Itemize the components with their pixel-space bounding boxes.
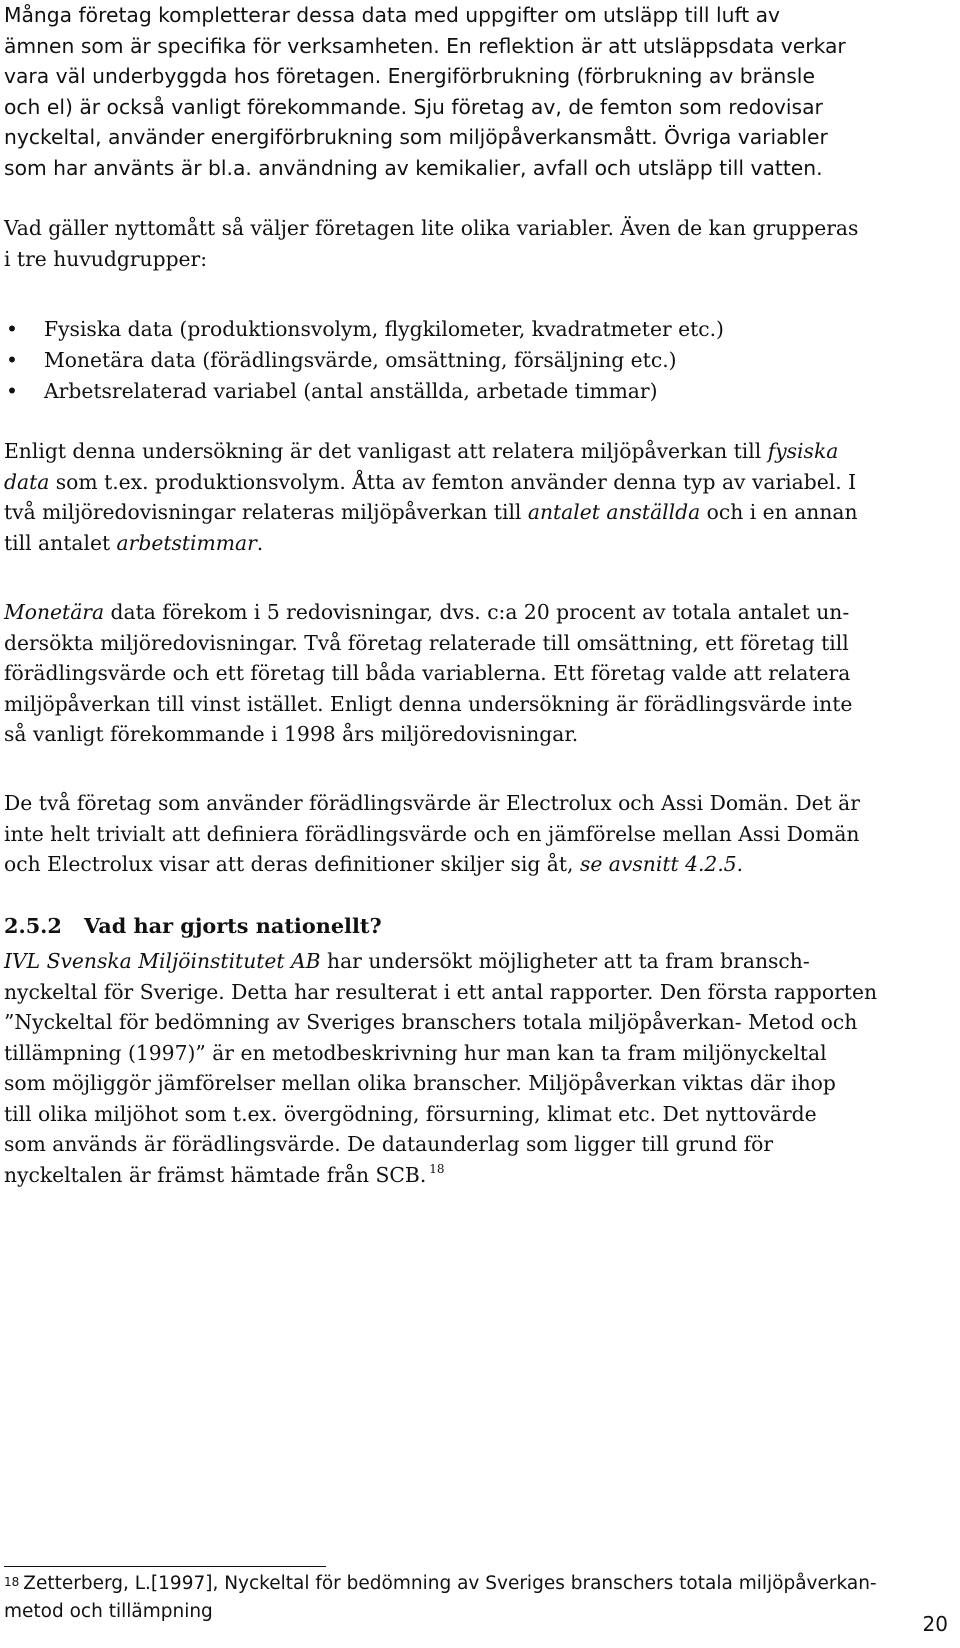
text-run: Enligt denna undersökning är det vanligast att relatera miljöpåverkan till xyxy=(4,439,768,463)
text-run: till antalet xyxy=(4,530,117,555)
text-line: nyckeltal, använder energiförbrukning som miljöpåverkansmått. Övriga variabler xyxy=(4,125,828,149)
text-line: inte helt trivialt att definiera förädlingsvärde och en jämförelse mellan Assi Domän xyxy=(4,821,860,846)
page-number: 20 xyxy=(922,1612,948,1636)
list-item-text: Fysiska data (produktionsvolym, flygkilometer, kvadratmeter etc.) xyxy=(44,317,724,341)
footnote-line xyxy=(4,1570,944,1598)
text-line: ”Nyckeltal för bedömning av Sveriges branschers totala miljöpåverkan- Metod och xyxy=(4,1010,858,1034)
bullet-icon: • xyxy=(6,348,18,372)
text-line xyxy=(4,849,932,880)
footnote-line: metod och tillämpning xyxy=(4,1601,213,1622)
list-item-text: Monetära data (förädlingsvärde, omsättning, försäljning etc.) xyxy=(44,348,677,372)
text-line xyxy=(4,436,932,467)
text-line: i tre huvudgrupper: xyxy=(4,246,208,271)
text-run: nyckeltalen är främst hämtade från SCB. xyxy=(4,1162,427,1187)
text-line xyxy=(4,597,932,628)
text-run: . xyxy=(256,530,264,555)
emphasis-text: IVL Svenska Miljöinstitutet AB xyxy=(4,949,321,973)
emphasis-text: antalet anställda xyxy=(527,500,701,524)
footnote-text: Zetterberg, L.[1997], Nyckeltal för bedömning av Sveriges branschers totala miljöpåverkan- xyxy=(23,1573,877,1594)
section-reference-link: se avsnitt 4.2.5. xyxy=(579,852,744,876)
list-item-text: Arbetsrelaterad variabel (antal anställda, arbetade timmar) xyxy=(44,379,658,403)
list-item xyxy=(4,314,932,345)
text-run: och i en annan xyxy=(700,500,858,524)
list-item xyxy=(4,345,932,376)
text-line: nyckeltal för Sverige. Detta har resulterat i ett antal rapporter. Den första rapporten xyxy=(4,979,878,1004)
section-title: Vad har gjorts nationellt? xyxy=(84,913,382,938)
text-line: tillämpning (1997)” är en metodbeskrivning hur man kan ta fram miljönyckeltal xyxy=(4,1040,827,1065)
text-line xyxy=(4,946,932,977)
text-line xyxy=(4,1160,932,1191)
text-line: vara väl underbyggda hos företagen. Energiförbrukning (förbrukning av bränsle xyxy=(4,64,815,88)
text-run: två miljöredovisningar relateras miljöpåverkan till xyxy=(4,500,528,524)
bullet-icon: • xyxy=(6,317,18,341)
section-number: 2.5.2 xyxy=(4,913,62,938)
bullet-list xyxy=(4,314,932,407)
text-line: De två företag som använder förädlingsvärde är Electrolux och Assi Domän. Det är xyxy=(4,791,860,815)
value-added-paragraph xyxy=(4,788,932,880)
text-line: Vad gäller nyttomått så väljer företagen lite olika variabler. Även de kan grupperas xyxy=(4,216,859,240)
text-run: som t.ex. produktionsvolym. Åtta av femton använder denna typ av variabel. I xyxy=(49,469,857,494)
physical-data-paragraph xyxy=(4,436,932,558)
emphasis-text: fysiska xyxy=(767,439,839,463)
text-line: till olika miljöhot som t.ex. övergödning, försurning, klimat etc. Det nyttovärde xyxy=(4,1101,817,1126)
emphasis-text: Monetära xyxy=(4,600,105,624)
text-run: data förekom i 5 redovisningar, dvs. c:a 20 procent av totala antalet un- xyxy=(104,600,850,624)
text-line xyxy=(4,467,932,498)
text-line: som används är förädlingsvärde. De dataunderlag som ligger till grund för xyxy=(4,1132,774,1156)
footnote-marker: 18 xyxy=(4,1575,20,1589)
footnote-divider xyxy=(4,1566,326,1567)
footnote xyxy=(4,1570,944,1626)
list-item xyxy=(4,376,932,407)
emphasis-text: arbetstimmar xyxy=(116,530,257,555)
text-line: miljöpåverkan till vinst istället. Enligt denna undersökning är förädlingsvärde inte xyxy=(4,691,853,716)
monetary-data-paragraph xyxy=(4,597,932,750)
ivl-paragraph xyxy=(4,946,932,1190)
utility-measures-paragraph xyxy=(4,213,932,274)
intro-paragraph xyxy=(4,0,932,183)
text-line xyxy=(4,497,932,528)
text-line: Många företag kompletterar dessa data med uppgifter om utsläpp till luft av xyxy=(4,3,781,27)
footnote-reference[interactable]: 18 xyxy=(429,1161,445,1176)
text-line: som har använts är bl.a. användning av kemikalier, avfall och utsläpp till vatten. xyxy=(4,155,823,180)
text-run: och Electrolux visar att deras definitioner skiljer sig åt, xyxy=(4,852,580,876)
text-line: som möjliggör jämförelser mellan olika branscher. Miljöpåverkan viktas där ihop xyxy=(4,1071,836,1095)
text-line: förädlingsvärde och ett företag till båda variablerna. Ett företag valde att relatera xyxy=(4,661,851,685)
section-heading xyxy=(4,911,382,941)
text-run: har undersökt möjligheter att ta fram bransch- xyxy=(320,949,810,973)
text-line xyxy=(4,528,932,559)
bullet-icon: • xyxy=(6,379,18,403)
emphasis-text: data xyxy=(4,469,50,494)
text-line: ämnen som är specifika för verksamheten. En reflektion är att utsläppsdata verkar xyxy=(4,33,846,58)
text-line: så vanligt förekommande i 1998 års miljöredovisningar. xyxy=(4,722,579,746)
text-line: och el) är också vanligt förekommande. Sju företag av, de femton som redovisar xyxy=(4,94,823,119)
text-line: dersökta miljöredovisningar. Två företag relaterade till omsättning, ett företag till xyxy=(4,630,849,655)
